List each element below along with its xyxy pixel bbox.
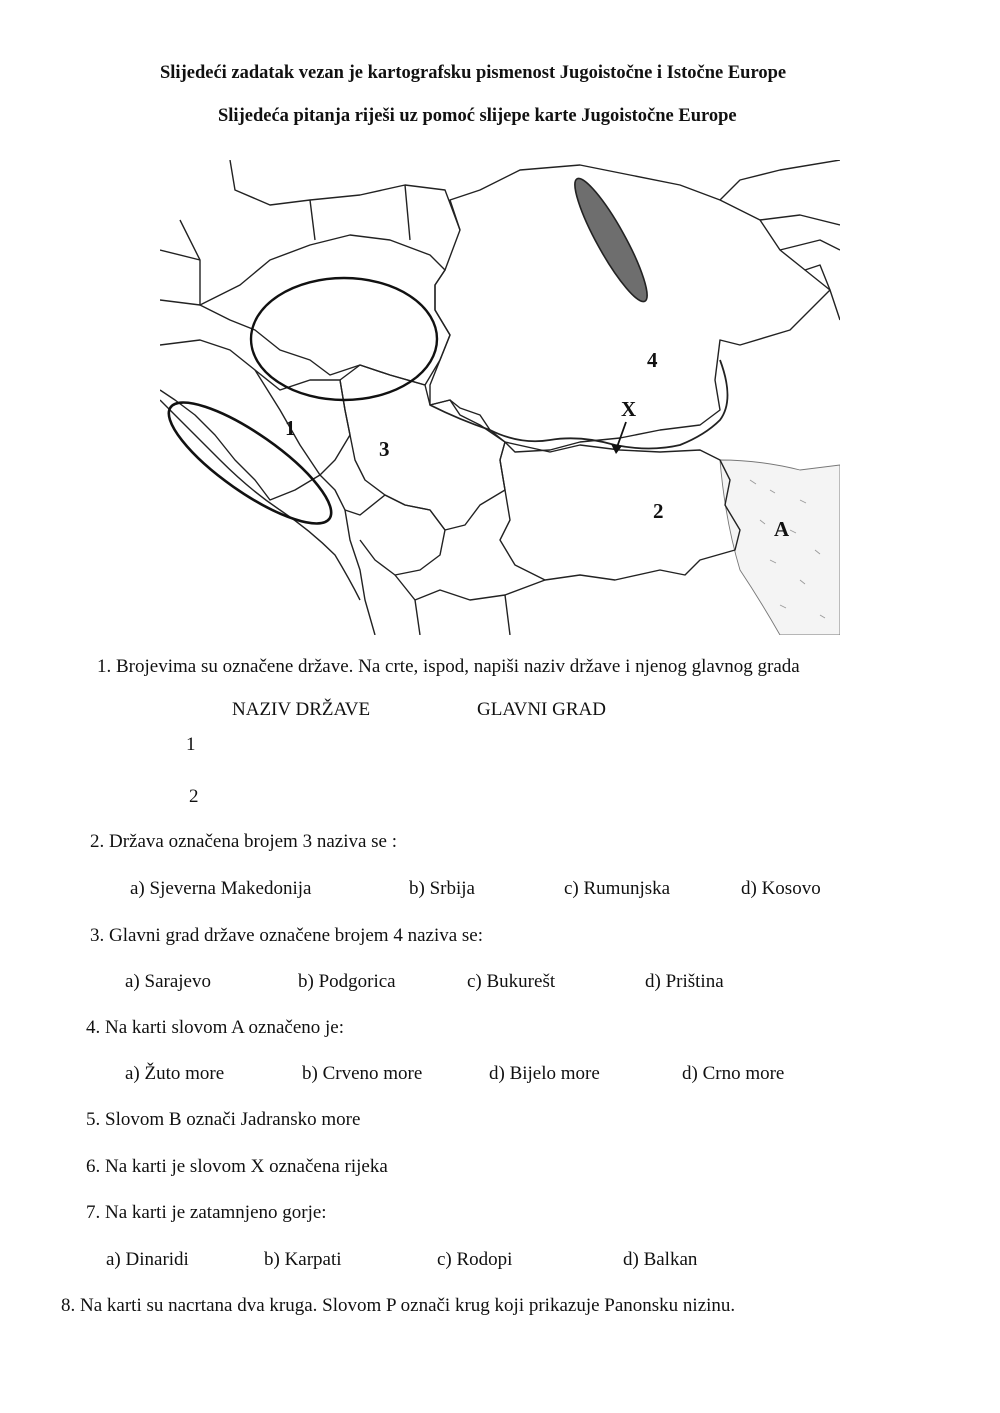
map-label-a: A [774,517,790,541]
question-4-text: 4. Na karti slovom A označeno je: [86,1017,345,1038]
answer-row-1-number: 1 [186,734,196,755]
question-4-option-d[interactable]: d) Crno more [682,1063,785,1084]
map-label-1: 1 [285,416,296,440]
blind-map-southeast-europe [160,160,840,635]
worksheet-title: Slijedeći zadatak vezan je kartografsku pismenost Jugoistočne i Istočne Europe [160,63,787,83]
column-header-capital: GLAVNI GRAD [477,699,606,720]
map-label-3: 3 [379,437,390,461]
question-2-option-d[interactable]: d) Kosovo [741,878,821,899]
map-label-x: X [621,397,637,421]
question-4-option-b[interactable]: b) Crveno more [302,1063,423,1084]
question-7-option-d[interactable]: d) Balkan [623,1249,698,1270]
question-3-option-d[interactable]: d) Priština [645,971,724,992]
map-label-4: 4 [647,348,658,372]
question-7-option-a[interactable]: a) Dinaridi [106,1249,189,1270]
column-header-country: NAZIV DRŽAVE [232,699,371,720]
question-3-option-a[interactable]: a) Sarajevo [125,971,211,992]
question-7-text: 7. Na karti je zatamnjeno gorje: [86,1202,327,1223]
question-8-text: 8. Na karti su nacrtana dva kruga. Slovom P označi krug koji prikazuje Panonsku nizinu. [61,1295,736,1316]
question-7-option-c[interactable]: c) Rodopi [437,1249,513,1270]
question-2-option-b[interactable]: b) Srbija [409,878,475,899]
question-3-option-c[interactable]: c) Bukurešt [467,971,556,992]
worksheet-subtitle: Slijedeća pitanja riješi uz pomoć slijepe karte Jugoistočne Europe [218,106,737,126]
map-svg [160,160,840,635]
question-7-option-b[interactable]: b) Karpati [264,1249,342,1270]
question-2-text: 2. Država označena brojem 3 naziva se : [90,831,398,852]
answer-row-2-number: 2 [189,786,199,807]
map-label-2: 2 [653,499,664,523]
question-1-text: 1. Brojevima su označene države. Na crte, ispod, napiši naziv države i njenog glavnog grada [97,656,800,677]
question-3-text: 3. Glavni grad države označene brojem 4 naziva se: [90,925,484,946]
question-4-option-a[interactable]: a) Žuto more [125,1063,225,1084]
question-5-text: 5. Slovom B označi Jadransko more [86,1109,361,1130]
question-4-option-c[interactable]: d) Bijelo more [489,1063,600,1084]
question-6-text: 6. Na karti je slovom X označena rijeka [86,1156,388,1177]
question-2-option-c[interactable]: c) Rumunjska [564,878,671,899]
question-2-option-a[interactable]: a) Sjeverna Makedonija [130,878,312,899]
question-3-option-b[interactable]: b) Podgorica [298,971,396,992]
